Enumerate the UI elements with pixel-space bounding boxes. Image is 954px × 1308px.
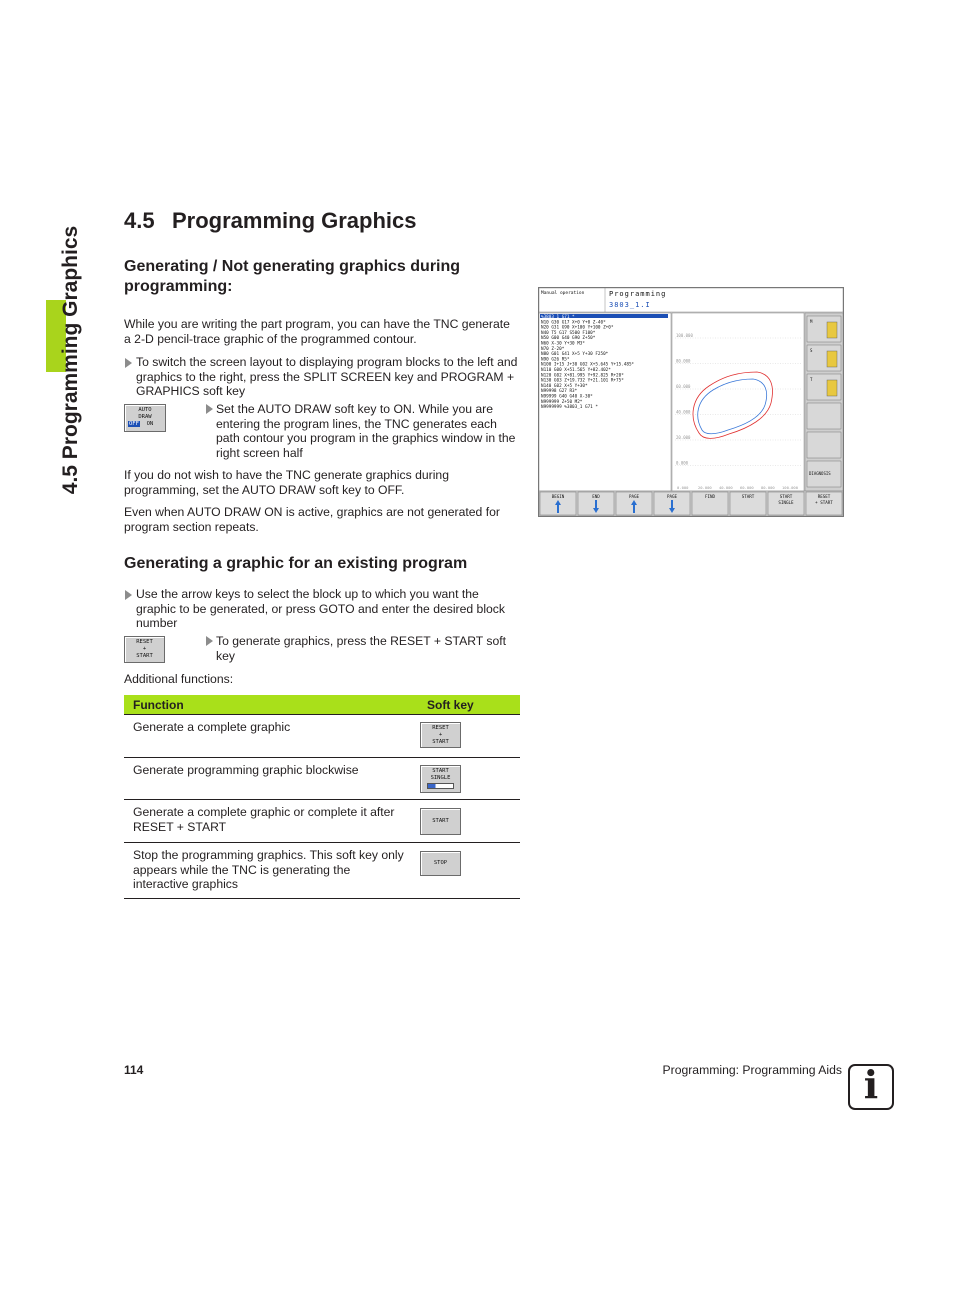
auto-draw-toggle: [125, 421, 165, 428]
function-cell: Stop the programming graphics. This soft key only appears while the TNC is generating the interactive graphics: [124, 843, 418, 899]
x-tick-label: 0.000: [677, 485, 689, 490]
auto-draw-on: ON: [146, 421, 154, 427]
start-softkey[interactable]: [420, 808, 461, 835]
start-single-softkey[interactable]: [420, 765, 461, 793]
softkey-line: +: [438, 732, 443, 738]
reset-start-line3: START: [136, 653, 153, 659]
reset-start-line1: RESET: [136, 639, 153, 645]
function-cell: Generate programming graphic blockwise: [124, 758, 418, 800]
y-tick-label: 100.000: [676, 333, 693, 338]
reset-start-line2: +: [142, 646, 147, 652]
y-tick-label: 80.000: [676, 358, 691, 364]
additional-functions-label: Additional functions:: [124, 672, 234, 686]
bullet-arrow-icon: [206, 404, 213, 414]
file-name: 3803_1.I: [609, 301, 651, 309]
reset-start-softkey[interactable]: [420, 722, 461, 748]
program-line[interactable]: N120 G02 X+81.995 Y+92.825 R+20*: [541, 373, 624, 379]
screen-softkey-label: PAGE: [628, 494, 640, 499]
graphics-window: [672, 313, 804, 491]
x-tick-label: 20.000: [698, 485, 712, 490]
chapter-title: Programming: Programming Aids: [662, 1063, 842, 1077]
softkey-line: STOP: [433, 860, 448, 866]
tool-icon: [827, 380, 837, 396]
mode-left: Manual operation: [541, 291, 585, 296]
side-tab-label: 4.5 Programming Graphics: [59, 225, 82, 495]
program-line[interactable]: N60 X-30 Y+30 M3*: [541, 341, 585, 347]
para-auto-draw-off: If you do not wish to have the TNC generate graphics during programming, set the AUTO DRAW soft key to OFF.: [124, 468, 449, 497]
side-softkey-label: DIAGNOSIS: [809, 471, 831, 476]
screen-softkey-label: END: [592, 494, 600, 499]
auto-draw-line2: DRAW: [138, 414, 152, 420]
function-cell: Generate a complete graphic: [124, 715, 418, 758]
screen-softkey-label: + START: [815, 500, 833, 505]
header-function: Function: [124, 695, 418, 715]
table-row: [124, 758, 520, 800]
screen-softkey-label: BEGIN: [551, 494, 565, 499]
screen-softkey-label: RESET: [817, 494, 831, 499]
x-tick-label: 100.000: [782, 485, 799, 490]
screen-softkey-label: SINGLE: [778, 500, 794, 505]
program-line[interactable]: N40 T5 G17 S500 F100*: [541, 330, 596, 336]
screen-softkey-label: START: [741, 494, 755, 499]
program-line[interactable]: N140 G02 X+5 Y+30*: [541, 383, 588, 389]
y-tick-label: 40.000: [676, 409, 691, 415]
table-row: [124, 800, 520, 843]
program-line[interactable]: N100 I+15 J+30 G02 X+5.645 Y+15.485*: [541, 362, 635, 368]
auto-draw-off: OFF: [129, 421, 139, 427]
side-softkey[interactable]: [807, 432, 841, 458]
step-auto-draw-on: Set the AUTO DRAW soft key to ON. While you are entering the program lines, the TNC generates each path contour you program in the graphics window in the right screen half: [216, 402, 516, 460]
auto-draw-softkey[interactable]: [124, 404, 166, 432]
side-softkey-label: S: [810, 348, 813, 353]
program-line[interactable]: N90 G26 R5*: [541, 357, 570, 363]
program-line[interactable]: N70 Z-20*: [541, 346, 565, 352]
stop-softkey[interactable]: [420, 851, 461, 876]
page-number: 114: [124, 1063, 144, 1077]
program-line[interactable]: %3803_1 G71 *: [541, 315, 575, 320]
y-tick-label: 20.000: [676, 435, 691, 440]
program-line[interactable]: N10 G30 G17 X+0 Y+0 Z-40*: [541, 320, 606, 326]
table-row: [124, 715, 520, 758]
progress-bar-icon: [427, 783, 454, 789]
bullet-arrow-icon: [125, 590, 132, 600]
program-line[interactable]: N9999999 %3803_1 G71 *: [541, 405, 598, 411]
program-line[interactable]: N99998 G27 R3*: [541, 389, 578, 395]
subheading-generating: Generating / Not generating graphics during programming:: [124, 258, 461, 295]
step-split-screen: To switch the screen layout to displaying program blocks to the left and graphics to the right, press the SPLIT SCREEN key and PROGRAM + GRAPHICS soft key: [136, 355, 518, 398]
step-select-block: Use the arrow keys to select the block up to which you want the graphic to be generated, or press GOTO and enter the desired block number: [136, 587, 505, 630]
side-tab: [46, 212, 98, 504]
softkey-line: START: [432, 818, 449, 824]
tnc-screen-svg: [539, 288, 843, 516]
bullet-arrow-icon: [206, 636, 213, 646]
program-line[interactable]: N20 G31 G90 X+100 Y+100 Z+0*: [541, 325, 614, 331]
mode-right: Programming: [609, 290, 667, 298]
section-title: [124, 208, 417, 234]
screen-softkey-label: PAGE: [666, 494, 678, 499]
info-icon: [848, 1064, 894, 1110]
program-line[interactable]: N130 G03 Z+19.732 Y+21.101 R+75*: [541, 378, 624, 384]
subheading-existing-program: Generating a graphic for an existing program: [124, 555, 468, 572]
table-header-row: [124, 695, 520, 715]
x-tick-label: 40.000: [719, 485, 733, 490]
section-number: 4.5: [124, 208, 155, 233]
function-cell: Generate a complete graphic or complete it after RESET + START: [124, 800, 418, 843]
header-softkey: Soft key: [418, 695, 520, 715]
tnc-screenshot: [538, 287, 844, 517]
side-softkey-label: M: [810, 319, 813, 324]
reset-start-softkey[interactable]: [124, 636, 165, 663]
softkey-line: SINGLE: [430, 775, 451, 781]
program-line[interactable]: N999999 Z+50 M2*: [541, 399, 583, 405]
screen-softkey-label: FIND: [704, 494, 716, 499]
softkey-line: START: [432, 768, 449, 774]
program-line[interactable]: N50 G00 G40 G90 Z+50*: [541, 336, 596, 342]
functions-table: [124, 695, 520, 899]
side-softkey-label: T: [810, 377, 813, 382]
tool-icon: [827, 322, 837, 338]
tool-icon: [827, 351, 837, 367]
y-tick-label: 0.000: [676, 460, 689, 466]
program-line[interactable]: N80 G01 G41 X+5 Y+30 F250*: [541, 352, 609, 358]
side-softkey[interactable]: [807, 403, 841, 429]
table-row: [124, 843, 520, 899]
auto-draw-line1: AUTO: [138, 407, 152, 413]
y-tick-label: 60.000: [676, 384, 691, 389]
step-reset-start: To generate graphics, press the RESET + START soft key: [216, 634, 507, 663]
softkey-line: RESET: [432, 725, 449, 731]
info-glyph: i: [863, 1062, 879, 1107]
intro-paragraph: While you are writing the part program, you can have the TNC generate a 2-D pencil-trace graphic of the programmed contour.: [124, 317, 510, 346]
section-title-text: Programming Graphics: [172, 208, 417, 233]
bullet-arrow-icon: [125, 358, 132, 368]
para-section-repeats: Even when AUTO DRAW ON is active, graphics are not generated for program section repeats.: [124, 505, 500, 534]
x-tick-label: 60.000: [740, 485, 754, 490]
softkey-line: START: [432, 739, 449, 745]
screen-softkey-label: START: [779, 494, 793, 499]
program-line[interactable]: N99999 G40 G40 X-30*: [541, 394, 593, 400]
x-tick-label: 80.000: [761, 485, 775, 490]
program-line[interactable]: N110 G00 X+51.565 Y+82.402*: [541, 368, 611, 373]
